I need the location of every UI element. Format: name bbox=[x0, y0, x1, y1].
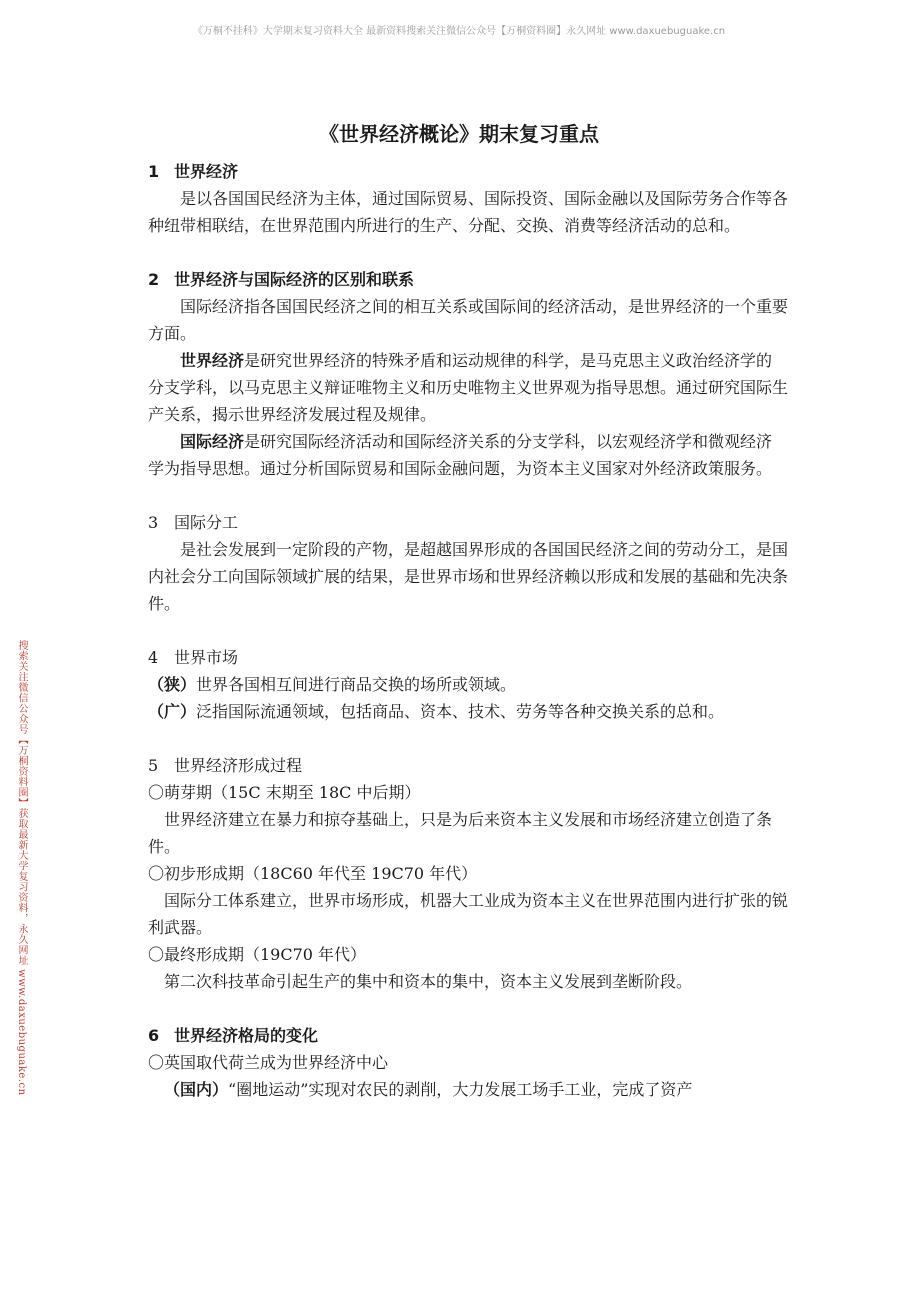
paragraph: （广）泛指国际流通领域，包括商品、资本、技术、劳务等各种交换关系的总和。 bbox=[148, 702, 725, 721]
paragraph: 第二次科技革命引起生产的集中和资本的集中，资本主义发展到垄断阶段。 bbox=[164, 972, 693, 991]
section-heading-1: 1 世界经济 bbox=[148, 162, 239, 181]
label: （狭） bbox=[148, 675, 197, 694]
paragraph: 国际经济指各国国民经济之间的相互关系或国际间的经济活动，是世界经济的一个重要方面。 bbox=[148, 297, 789, 343]
section-heading-4: 4 世界市场 bbox=[148, 648, 239, 667]
stage-heading: 〇萌芽期（15C 末期至 18C 中后期） bbox=[148, 783, 421, 802]
document-body bbox=[148, 158, 788, 1103]
header-note: 《万桐不挂科》大学期末复习资料大全 最新资料搜索关注微信公众号【万桐资料圈】永久网址 www.daxuebuguake.cn bbox=[192, 26, 726, 37]
paragraph: （国内）“圈地运动”实现对农民的剥削，大力发展工场手工业，完成了资产 bbox=[164, 1080, 693, 1099]
section-heading-5: 5 世界经济形成过程 bbox=[148, 756, 303, 775]
paragraph: 是社会发展到一定阶段的产物，是超越国界形成的各国国民经济之间的劳动分工，是国内社会分工向国际领域扩展的结果，是世界市场和世界经济赖以形成和发展的基础和先决条件。 bbox=[148, 540, 789, 613]
section-heading-2: 2 世界经济与国际经济的区别和联系 bbox=[148, 270, 415, 289]
paragraph: （狭）世界各国相互间进行商品交换的场所或领域。 bbox=[148, 675, 517, 694]
paragraph: 世界经济是研究世界经济的特殊矛盾和运动规律的科学，是马克思主义政治经济学的分支学科，以马克思主义辩证唯物主义和历史唯物主义世界观为指导思想。通过研究国际生产关系，揭示世界经济发展过程及规律。 bbox=[148, 351, 789, 424]
term: 世界经济 bbox=[180, 351, 245, 370]
stage-heading: 〇最终形成期（19C70 年代） bbox=[148, 945, 367, 964]
stage-heading: 〇初步形成期（18C60 年代至 19C70 年代） bbox=[148, 864, 478, 883]
paragraph: 国际经济是研究国际经济活动和国际经济关系的分支学科，以宏观经济学和微观经济学为指导思想。通过分析国际贸易和国际金融问题，为资本主义国家对外经济政策服务。 bbox=[148, 432, 773, 478]
label: （国内） bbox=[164, 1080, 229, 1099]
section-heading-3: 3 国际分工 bbox=[148, 513, 239, 532]
paragraph: 世界经济建立在暴力和掠夺基础上，只是为后来资本主义发展和市场经济建立创造了条件。 bbox=[148, 810, 773, 856]
paragraph: 国际分工体系建立，世界市场形成，机器大工业成为资本主义在世界范围内进行扩张的锐利武器。 bbox=[148, 891, 789, 937]
paragraph: 是以各国国民经济为主体，通过国际贸易、国际投资、国际金融以及国际劳务合作等各种纽带相联结，在世界范围内所进行的生产、分配、交换、消费等经济活动的总和。 bbox=[148, 189, 789, 235]
list-item: 〇英国取代荷兰成为世界经济中心 bbox=[148, 1053, 389, 1072]
label: （广） bbox=[148, 702, 197, 721]
document-title: 《世界经济概论》期末复习重点 bbox=[319, 122, 599, 146]
section-heading-6: 6 世界经济格局的变化 bbox=[148, 1026, 319, 1045]
term: 国际经济 bbox=[180, 432, 245, 451]
side-watermark: 搜索关注微信公众号【万桐资料圈】获取最新大学复习资料，永久网址 www.daxuebuguake.cn bbox=[16, 640, 27, 1096]
